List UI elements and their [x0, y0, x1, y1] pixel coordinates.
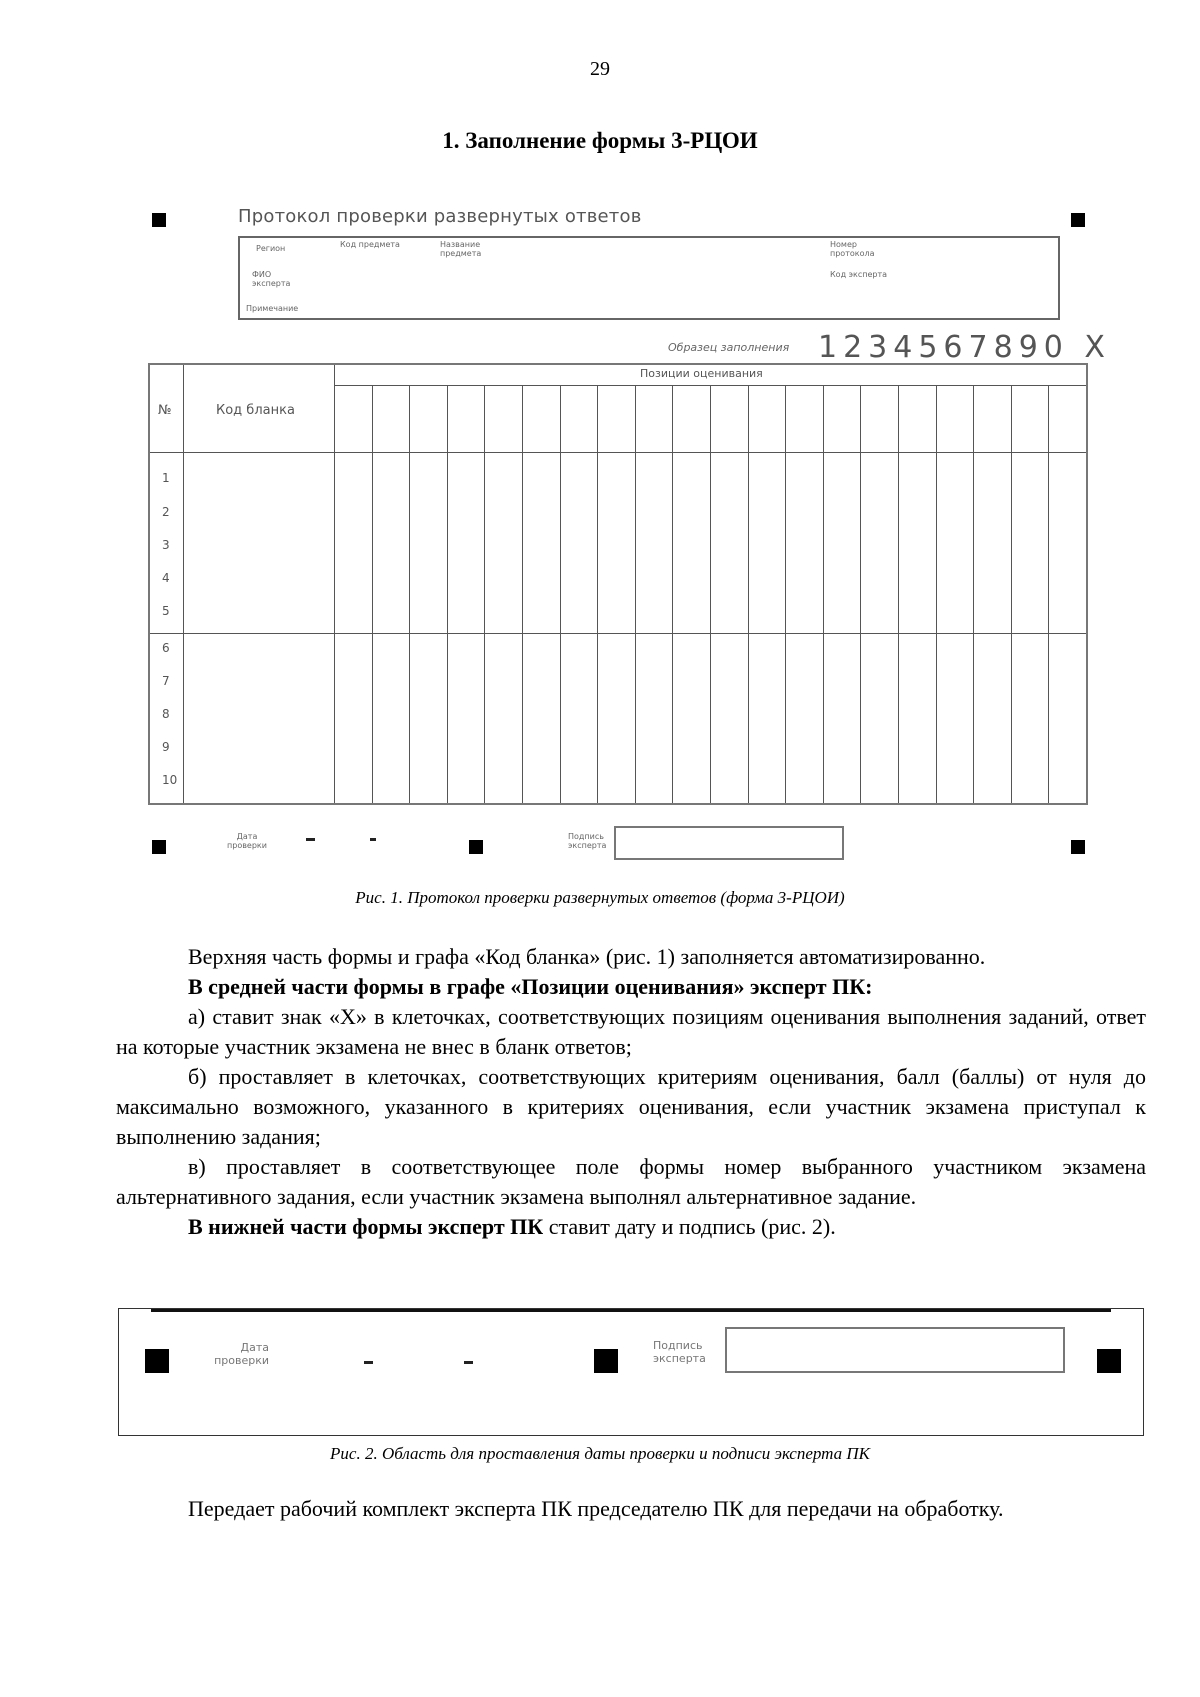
fig2-date-label: Дата проверки: [214, 1341, 269, 1367]
form-header-box: [238, 236, 1060, 320]
section-title: 1. Заполнение формы 3-РЦОИ: [442, 128, 758, 153]
signature-label: Подпись эксперта: [568, 832, 607, 850]
sample-digits: 1234567890 X: [818, 330, 1111, 365]
body-text: [116, 942, 1146, 1242]
paragraph: в) проставляет в соответствующее поле формы номер выбранного участником экзамена альтернативного задания, если участник экзамена выполнял альтернативное задание.: [116, 1154, 1146, 1209]
header-field-expert-code: Код эксперта: [830, 270, 888, 279]
grid-column-line: [484, 385, 485, 803]
column-blank-code-header: Код бланка: [216, 403, 295, 418]
paragraph: [116, 1212, 1146, 1242]
paragraph: Верхняя часть формы и графа «Код бланка» (рис. 1) заполняется автоматизированно.: [188, 944, 986, 969]
grid-column-line: [560, 385, 561, 803]
grid-column-line: [672, 385, 673, 803]
grid-column-line: [748, 385, 749, 803]
figure-2: [118, 1308, 1144, 1436]
row-number: 6: [162, 641, 170, 655]
grid-column-line: [635, 385, 636, 803]
paragraph-bold: В средней части формы в графе «Позиции оценивания» эксперт ПК:: [188, 974, 873, 999]
registration-mark: [152, 840, 166, 854]
header-field-note: Примечание: [246, 304, 299, 313]
registration-mark: [1071, 840, 1085, 854]
row-number: 9: [162, 740, 170, 754]
registration-mark: [1071, 213, 1085, 227]
grid-column-line: [973, 385, 974, 803]
header-field-region: Регион: [256, 244, 286, 253]
grid-column-line: [860, 385, 861, 803]
header-field-protocol-number: Номер протокола: [830, 240, 875, 258]
grid-column-line: [1048, 385, 1049, 803]
grid-column-line: [409, 385, 410, 803]
column-number-header: №: [158, 403, 172, 418]
positions-grid: [148, 363, 1088, 805]
page-number: 29: [590, 58, 610, 80]
grid-column-line: [710, 385, 711, 803]
text-run: ставит дату и подпись (рис. 2).: [543, 1214, 836, 1239]
signature-field[interactable]: [614, 826, 844, 860]
column-positions-header: Позиции оценивания: [640, 367, 763, 380]
registration-mark: [145, 1349, 169, 1373]
paragraph: Передает рабочий комплект эксперта ПК председателю ПК для передачи на обработку.: [188, 1496, 1004, 1521]
registration-mark: [469, 840, 483, 854]
row-number: 10: [162, 773, 178, 787]
fig2-signature-label: Подпись эксперта: [653, 1339, 706, 1365]
grid-column-line: [936, 385, 937, 803]
grid-column-line: [785, 385, 786, 803]
date-label: Дата проверки: [227, 832, 267, 850]
row-number: 7: [162, 674, 170, 688]
grid-column-line: [898, 385, 899, 803]
figure-1-caption: Рис. 1. Протокол проверки развернутых ответов (форма 3-РЦОИ): [355, 888, 845, 907]
row-number: 8: [162, 707, 170, 721]
final-text: [116, 1494, 1146, 1524]
header-field-expert-name: ФИО эксперта: [252, 270, 291, 288]
header-field-subject-name: Название предмета: [440, 240, 482, 258]
grid-column-line: [823, 385, 824, 803]
grid-column-line: [1011, 385, 1012, 803]
figure-2-caption: Рис. 2. Область для проставления даты проверки и подписи эксперта ПК: [330, 1444, 870, 1463]
row-number: 4: [162, 571, 170, 585]
registration-mark: [152, 213, 166, 227]
row-number: 2: [162, 505, 170, 519]
form-title: Протокол проверки развернутых ответов: [238, 206, 642, 227]
grid-column-line: [597, 385, 598, 803]
row-number: 5: [162, 604, 170, 618]
header-field-subject-code: Код предмета: [340, 240, 400, 249]
grid-column-line: [372, 385, 373, 803]
registration-mark: [1097, 1349, 1121, 1373]
fig2-signature-field[interactable]: [725, 1327, 1065, 1373]
paragraph: б) проставляет в клеточках, соответствующих критериям оценивания, балл (баллы) от нуля до максимально возможного, указанного в критериях оценивания, если участник экзамена приступал к выполнению задания;: [116, 1064, 1146, 1149]
row-number: 3: [162, 538, 170, 552]
grid-column-line: [447, 385, 448, 803]
paragraph: а) ставит знак «X» в клеточках, соответствующих позициям оценивания выполнения заданий, ответ на которые участник экзамена не внес в бланк ответов;: [116, 1004, 1146, 1059]
grid-column-line: [522, 385, 523, 803]
sample-label: Образец заполнения: [668, 341, 790, 354]
bold-run: В нижней части формы эксперт ПК: [188, 1214, 544, 1239]
row-number: 1: [162, 471, 170, 485]
registration-mark: [594, 1349, 618, 1373]
